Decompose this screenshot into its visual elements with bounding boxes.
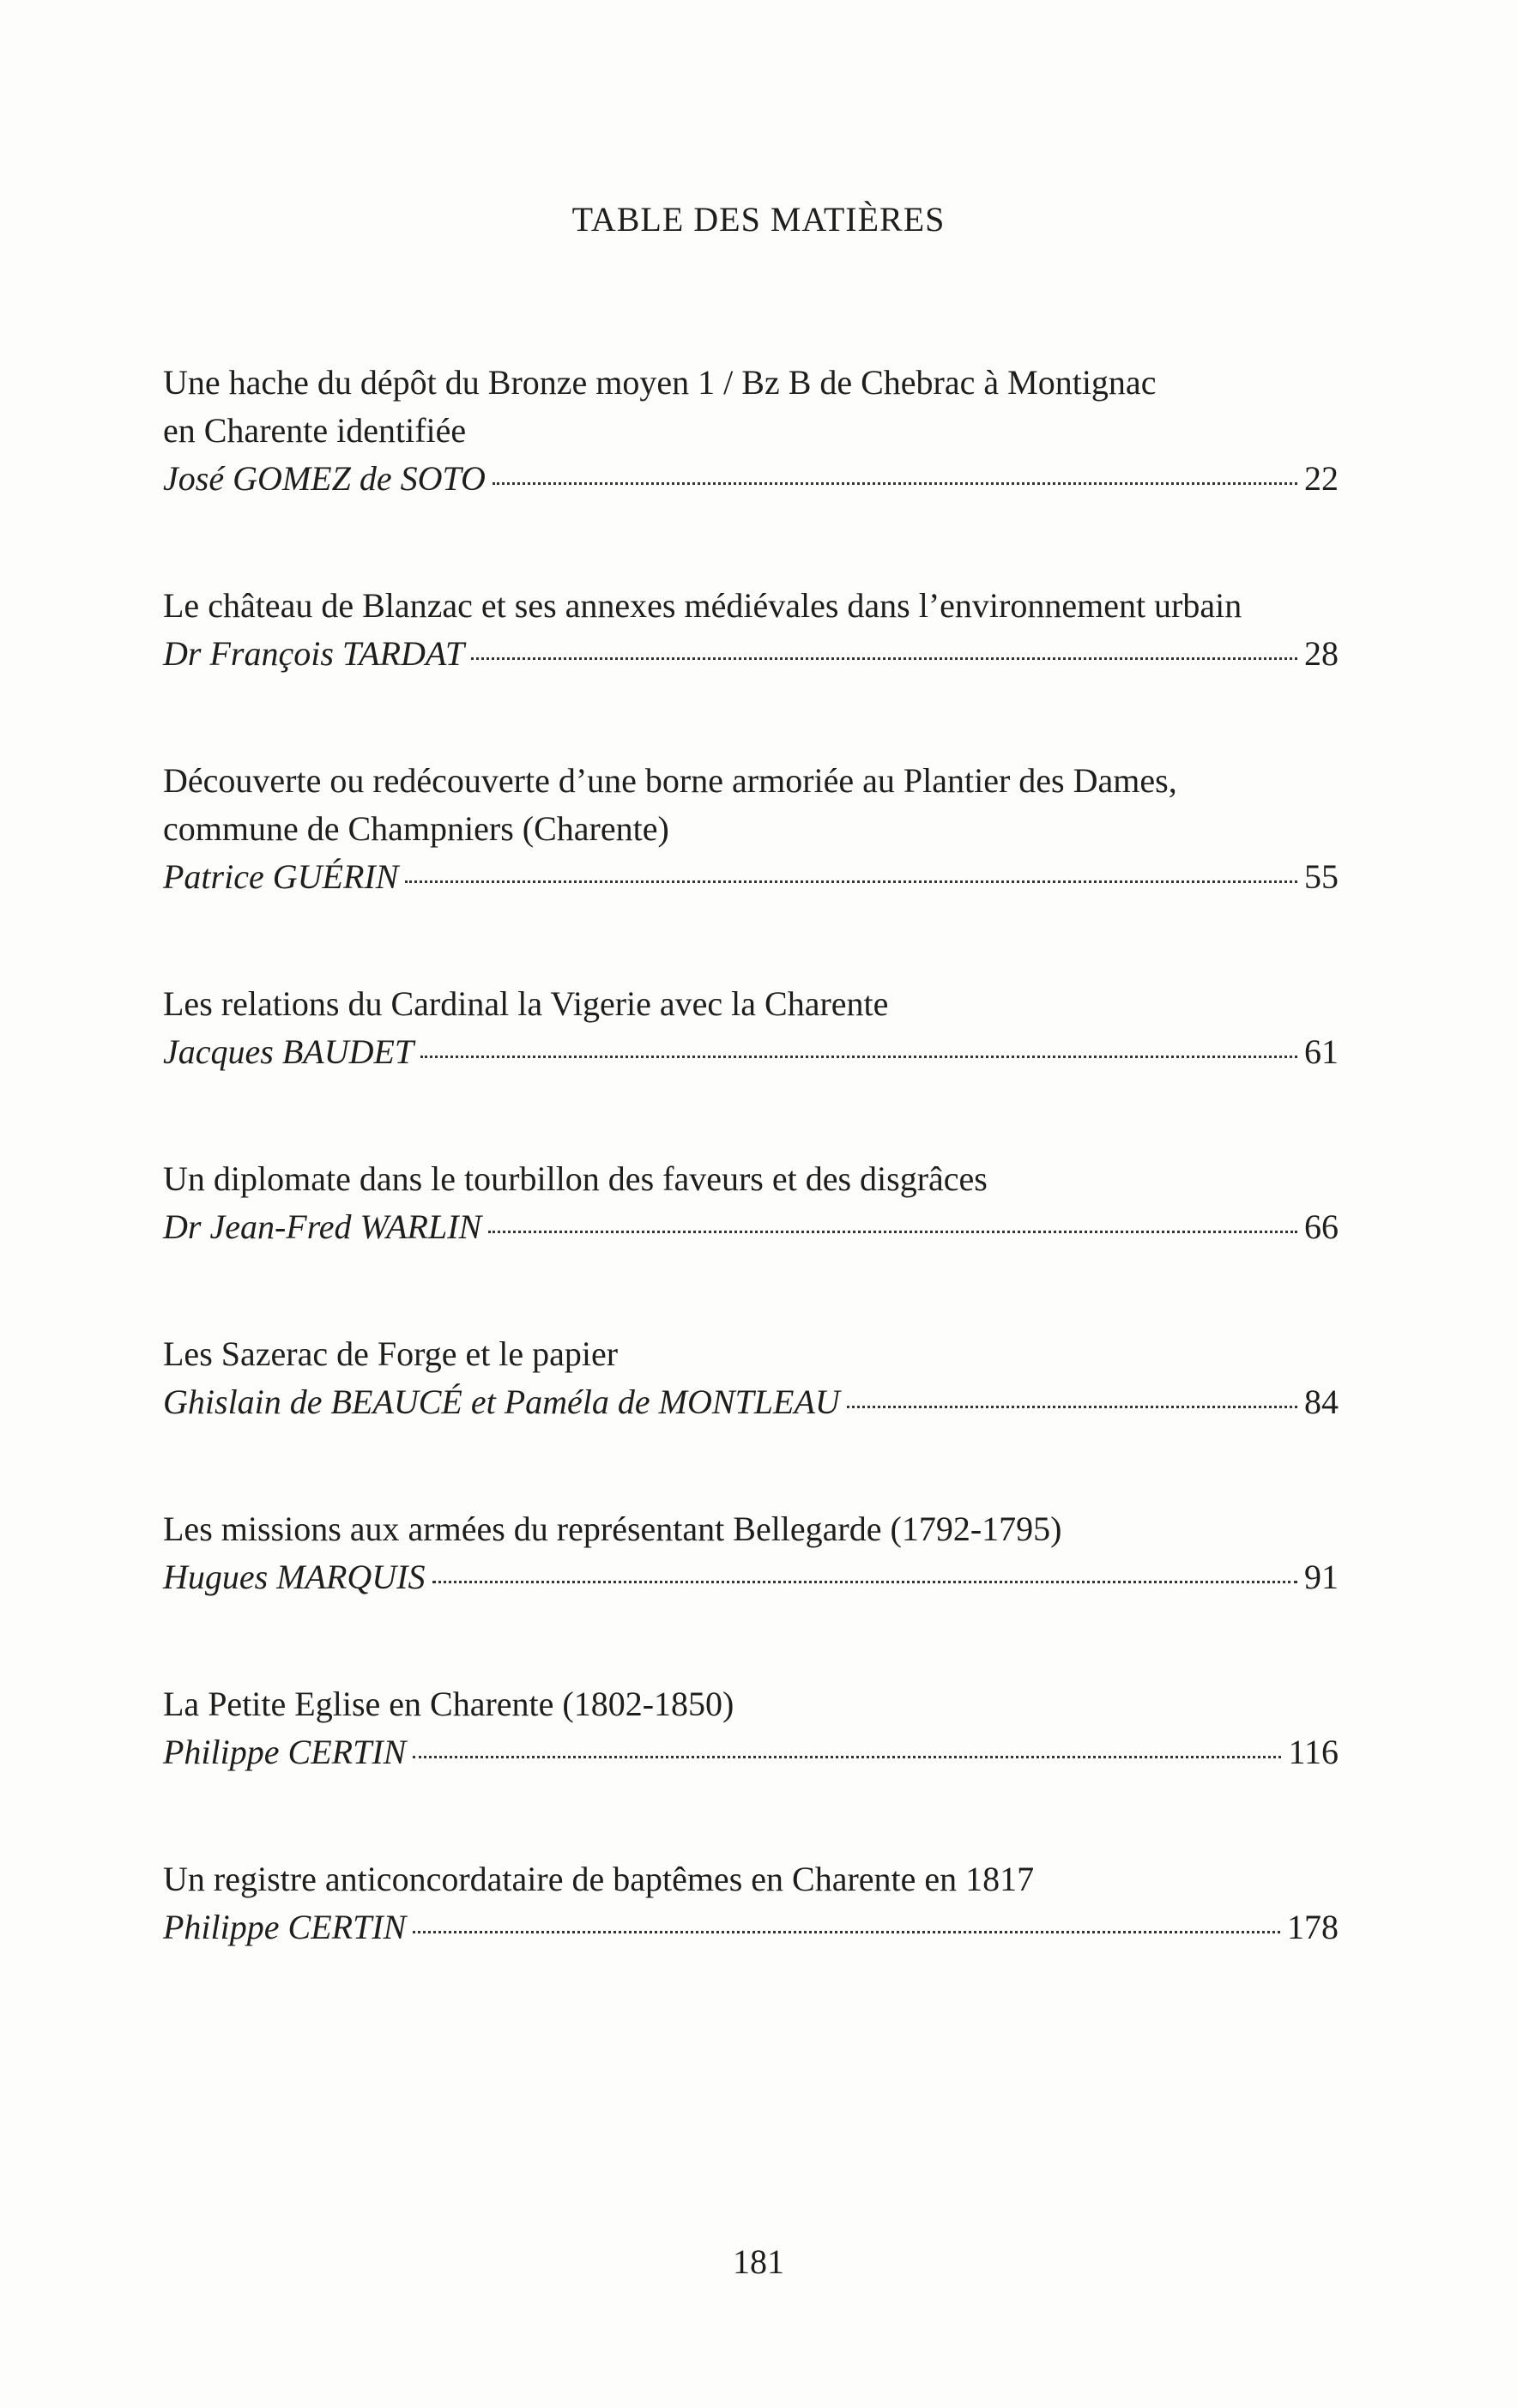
toc-entry (163, 1155, 1339, 1251)
toc-entry (163, 1330, 1339, 1426)
page-title: TABLE DES MATIÈRES (571, 200, 946, 239)
entry-author: Dr François TARDAT (163, 634, 465, 673)
entry-page-number: 55 (1304, 857, 1339, 896)
entry-title: Les missions aux armées du représentant Bellegarde (1792-1795) (163, 1510, 1062, 1548)
entry-author: Philippe CERTIN (163, 1733, 407, 1771)
entry-author: Philippe CERTIN (163, 1908, 407, 1946)
entry-author-line (163, 1203, 1339, 1251)
dot-leader (432, 1581, 1298, 1583)
entry-author: Hugues MARQUIS (163, 1558, 426, 1596)
dot-leader (413, 1756, 1281, 1758)
entry-author-line (163, 1028, 1339, 1076)
toc-entry (163, 757, 1339, 901)
entry-page-number: 22 (1304, 459, 1339, 498)
entry-author-line (163, 630, 1339, 678)
entry-title: Un registre anticoncordataire de baptêmes en Charente en 1817 (163, 1860, 1035, 1898)
entry-title: La Petite Eglise en Charente (1802-1850) (163, 1685, 734, 1723)
toc-entry (163, 1505, 1339, 1601)
entry-page-number: 91 (1304, 1558, 1339, 1596)
entry-author-line (163, 1903, 1339, 1951)
toc-entry (163, 1680, 1339, 1776)
dot-leader (493, 482, 1297, 485)
dot-leader (488, 1231, 1297, 1233)
entry-title: Un diplomate dans le tourbillon des faveurs et des disgrâces (163, 1159, 988, 1198)
toc-entry (163, 1855, 1339, 1951)
entry-page-number: 84 (1304, 1382, 1339, 1421)
entry-author: Patrice GUÉRIN (163, 857, 399, 896)
dot-leader (405, 880, 1297, 883)
entry-title: Découverte ou redécouverte d’une borne armoriée au Plantier des Dames, commune de Champniers (Charente) (163, 761, 1177, 848)
entry-author: Jacques BAUDET (163, 1032, 414, 1071)
entry-author-line (163, 455, 1339, 503)
entry-title: Les Sazerac de Forge et le papier (163, 1334, 619, 1373)
entry-page-number: 178 (1287, 1908, 1339, 1946)
dot-leader (471, 657, 1297, 660)
entry-author-line (163, 1553, 1339, 1601)
toc-entry (163, 582, 1339, 678)
entry-author-line (163, 1378, 1339, 1426)
entry-page-number: 61 (1304, 1032, 1339, 1071)
dot-leader (420, 1056, 1297, 1058)
entry-title: Les relations du Cardinal la Vigerie avec la Charente (163, 984, 889, 1023)
table-of-contents (163, 359, 1339, 2030)
entry-author: Ghislain de BEAUCÉ et Paméla de MONTLEAU (163, 1382, 840, 1421)
entry-author-line (163, 1728, 1339, 1776)
entry-author: José GOMEZ de SOTO (163, 459, 486, 498)
entry-title: Une hache du dépôt du Bronze moyen 1 / Bz B de Chebrac à Montignac en Charente identifiée (163, 363, 1157, 450)
toc-entry (163, 359, 1339, 503)
entry-title: Le château de Blanzac et ses annexes médiévales dans l’environnement urbain (163, 586, 1242, 625)
entry-author: Dr Jean-Fred WARLIN (163, 1207, 482, 1246)
dot-leader (847, 1406, 1297, 1408)
entry-page-number: 116 (1288, 1733, 1339, 1771)
page-number: 181 (733, 2242, 784, 2281)
dot-leader (413, 1931, 1280, 1933)
toc-entry (163, 980, 1339, 1076)
entry-author-line (163, 853, 1339, 901)
entry-page-number: 28 (1304, 634, 1339, 673)
entry-page-number: 66 (1304, 1207, 1339, 1246)
